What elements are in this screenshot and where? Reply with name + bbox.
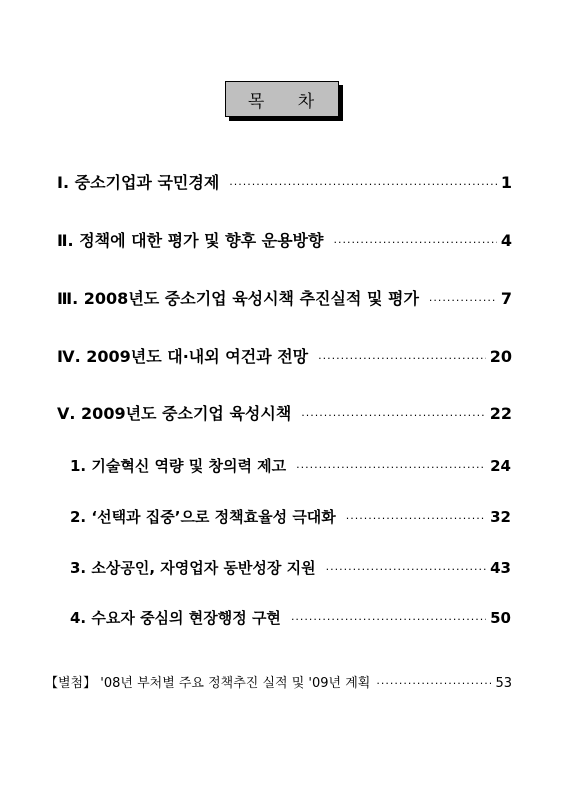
toc-entry-number: Ⅲ. bbox=[57, 289, 79, 308]
toc-entry-page: 20 bbox=[489, 347, 512, 366]
toc-entry-5[interactable] bbox=[57, 401, 512, 424]
toc-entry-number: Ⅴ. bbox=[57, 404, 76, 423]
toc-subentry-number: 2. bbox=[70, 508, 87, 526]
toc-entry-number: Ⅳ. bbox=[57, 347, 81, 366]
toc-subentry-number: 1. bbox=[70, 457, 87, 475]
toc-entry-number: Ⅱ. bbox=[57, 231, 74, 250]
appendix-label: 【별첨】 bbox=[45, 676, 97, 691]
toc-subentry-title: ‘선택과 집중’으로 정책효율성 극대화 bbox=[91, 508, 336, 526]
toc-subentry-page: 32 bbox=[490, 508, 511, 526]
toc-subentry-number: 4. bbox=[70, 609, 87, 627]
dot-leader bbox=[333, 236, 496, 249]
toc-entry-title: 2009년도 중소기업 육성시책 bbox=[81, 404, 292, 423]
dot-leader bbox=[291, 613, 486, 626]
dot-leader bbox=[326, 563, 487, 576]
toc-subentry-number: 3. bbox=[70, 559, 87, 577]
toc-entry-title: 2008년도 중소기업 육성시책 추진실적 및 평가 bbox=[83, 289, 419, 308]
toc-entry-page: 1 bbox=[500, 173, 512, 192]
toc-appendix[interactable] bbox=[45, 672, 512, 691]
toc-subentry-page: 43 bbox=[490, 559, 511, 577]
dot-leader bbox=[346, 512, 486, 525]
toc-subentry-3[interactable] bbox=[70, 557, 511, 578]
dot-leader bbox=[229, 178, 497, 191]
toc-subentry-title: 수요자 중심의 현장행정 구현 bbox=[91, 609, 281, 627]
dot-leader bbox=[376, 677, 491, 690]
toc-subentry-1[interactable] bbox=[70, 455, 511, 476]
dot-leader bbox=[301, 409, 485, 422]
toc-subentry-title: 소상공인, 자영업자 동반성장 지원 bbox=[91, 559, 316, 577]
toc-entry-page: 4 bbox=[500, 231, 512, 250]
toc-entry-1[interactable] bbox=[57, 170, 512, 193]
dot-leader bbox=[296, 461, 486, 474]
appendix-page: 53 bbox=[495, 676, 512, 691]
toc-subentry-page: 24 bbox=[490, 457, 511, 475]
dot-leader bbox=[429, 294, 497, 307]
toc-entry-title: 중소기업과 국민경제 bbox=[74, 173, 220, 192]
toc-subentry-page: 50 bbox=[490, 609, 511, 627]
toc-entry-title: 2009년도 대·내외 여건과 전망 bbox=[86, 347, 309, 366]
toc-entry-2[interactable] bbox=[57, 228, 512, 251]
toc-entry-title: 정책에 대한 평가 및 향후 운용방향 bbox=[79, 231, 324, 250]
toc-subentry-4[interactable] bbox=[70, 607, 511, 628]
toc-entry-3[interactable] bbox=[57, 286, 512, 309]
toc-subentry-title: 기술혁신 역량 및 창의력 제고 bbox=[91, 457, 287, 475]
appendix-title: '08년 부처별 주요 정책추진 실적 및 '09년 계획 bbox=[100, 676, 371, 691]
dot-leader bbox=[318, 352, 486, 365]
toc-entry-4[interactable] bbox=[57, 344, 512, 367]
toc-subentry-2[interactable] bbox=[70, 506, 511, 527]
toc-entry-page: 22 bbox=[489, 404, 512, 423]
toc-title: 목 차 bbox=[225, 81, 339, 117]
toc-entry-page: 7 bbox=[500, 289, 512, 308]
toc-entry-number: Ⅰ. bbox=[57, 173, 70, 192]
